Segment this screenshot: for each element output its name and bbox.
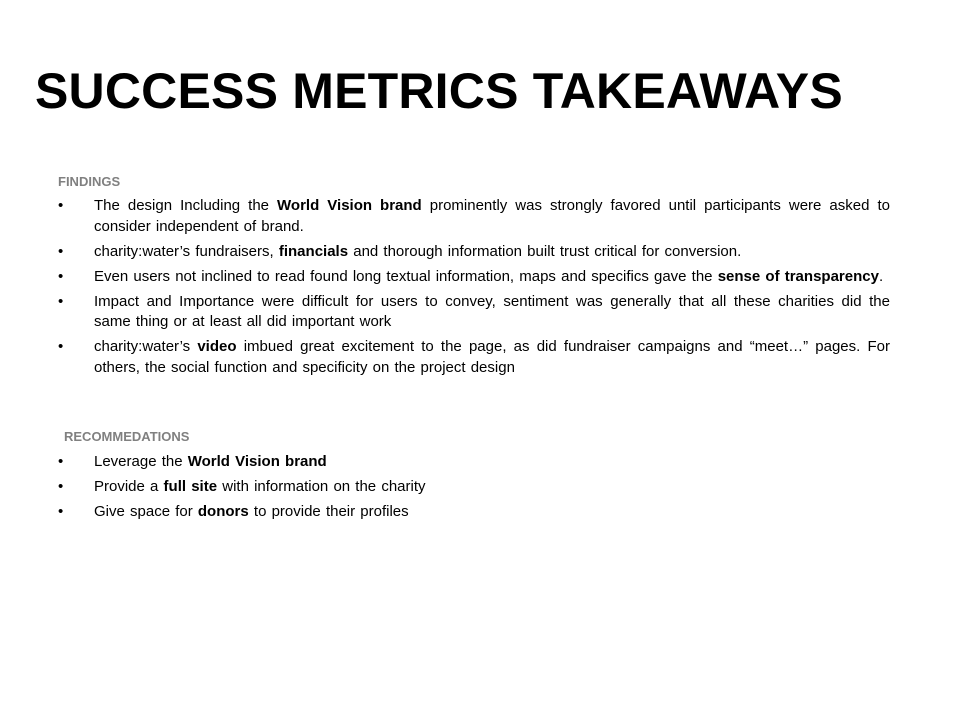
item-text: to provide their profiles: [248, 503, 409, 520]
emphasis-text: sense of transparency: [717, 267, 879, 285]
list-item: [58, 337, 890, 378]
item-text: Give space for: [94, 503, 198, 520]
emphasis-text: full site: [163, 478, 218, 495]
list-item: [58, 267, 890, 288]
list-item: [58, 242, 890, 263]
bullet-icon: •: [58, 503, 64, 520]
bullet-icon: •: [58, 197, 64, 214]
emphasis-text: financials: [278, 242, 349, 260]
emphasis-text: video: [197, 338, 237, 355]
item-text: The design Including the: [94, 197, 278, 214]
findings-list: [58, 196, 890, 383]
bullet-icon: •: [58, 478, 64, 495]
list-item: [58, 196, 890, 237]
bullet-icon: •: [58, 338, 64, 355]
item-text: prominently was strongly favored until participants were asked to consider independent of brand.: [94, 197, 890, 235]
item-text: Impact and Importance were difficult for users to convey, sentiment was generally that all these charities did the same thing or at least all did important work: [94, 292, 890, 330]
bullet-icon: •: [58, 267, 64, 285]
bullet-icon: •: [58, 242, 64, 260]
list-item: [58, 502, 890, 523]
emphasis-text: World Vision brand: [277, 197, 422, 214]
slide-title: SUCCESS METRICS TAKEAWAYS: [35, 63, 843, 119]
item-text: and thorough information built trust critical for conversion.: [348, 242, 742, 260]
bullet-icon: •: [58, 292, 64, 310]
recommendations-list: [58, 452, 890, 527]
item-text: charity:water’s: [94, 338, 198, 355]
list-item: [58, 477, 890, 498]
item-text: Leverage the: [94, 453, 188, 470]
bullet-icon: •: [58, 453, 64, 470]
item-text: with information on the charity: [217, 478, 426, 495]
emphasis-text: World Vision brand: [187, 453, 327, 470]
item-text: Even users not inclined to read found long textual information, maps and specifics gave the: [94, 267, 718, 285]
list-item: [58, 452, 890, 473]
recommendations-label: RECOMMEDATIONS: [64, 429, 190, 444]
item-text: charity:water’s fundraisers,: [94, 242, 279, 260]
list-item: [58, 292, 890, 333]
item-text: Provide a: [94, 478, 164, 495]
emphasis-text: donors: [197, 503, 249, 520]
findings-label: FINDINGS: [58, 174, 121, 189]
item-text: imbued great excitement to the page, as did fundraiser campaigns and “meet…” pages. For others, the social function and specificity on the project design: [94, 338, 890, 376]
item-text: .: [878, 267, 884, 285]
